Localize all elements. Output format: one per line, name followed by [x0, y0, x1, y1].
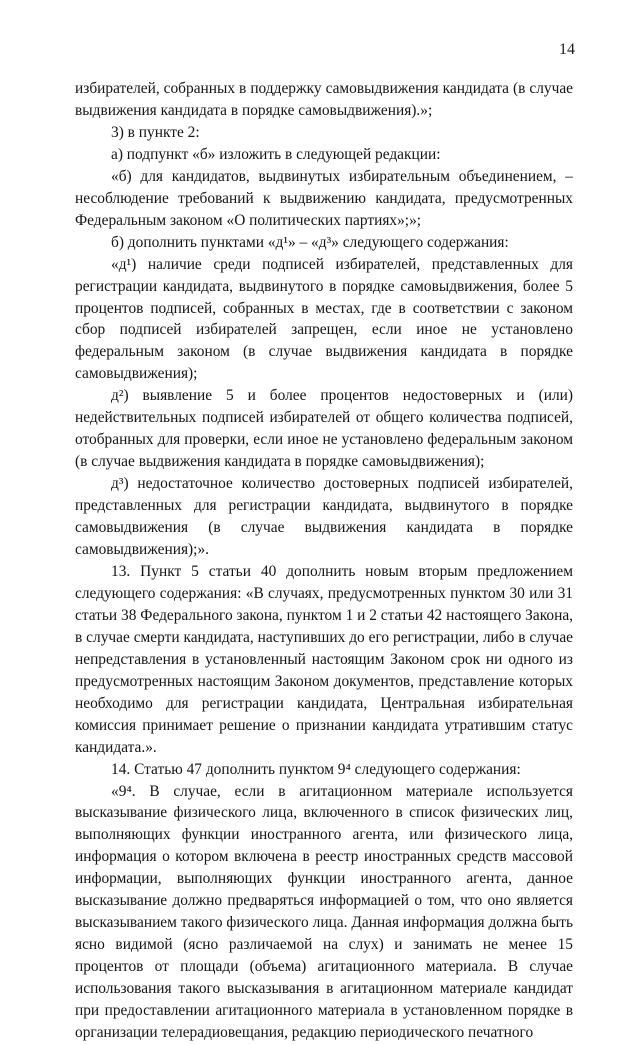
paragraph-9: 13. Пункт 5 статьи 40 дополнить новым вторым предложением следующего содержания: «В случаях, предусмотренных пунктом 30 или 31 статьи 38 Федерального закона, пунктом 1 и 2 статьи 42 настоящего Закона, в случае смерти кандидата, наступивших до его регистрации, либо в случае непредставления в установленный настоящим Законом срок ни одного из предусмотренных настоящим Законом документов, представление которых необходимо для регистрации кандидата, Центральная избирательная комиссия принимает решение о признании кандидата утратившим статус кандидата.».	[75, 562, 573, 756]
document-body	[75, 78, 573, 1044]
paragraph-6: «д¹) наличие среди подписей избирателей, представленных для регистрации кандидата, выдвинутого в порядке самовыдвижения, более 5 процентов подписей, собранных в местах, где в соответствии с законом сбор подписей избирателей запрещен, если иное не установлено федеральным законом (в случае выдвижения кандидата в порядке самовыдвижения);	[75, 255, 573, 383]
paragraph-3: а) подпункт «б» изложить в следующей редакции:	[111, 145, 441, 163]
page-number: 14	[559, 41, 575, 58]
paragraph-7: д²) выявление 5 и более процентов недостоверных и (или) недействительных подписей избирателей от общего количества подписей, отобранных для проверки, если иное не установлено федеральным законом (в случае выдвижения кандидата в порядке самовыдвижения);	[75, 387, 573, 471]
paragraph-1: избирателей, собранных в поддержку самовыдвижения кандидата (в случае выдвижения кандидата в порядке самовыдвижения).»;	[75, 80, 573, 119]
paragraph-11: «9⁴. В случае, если в агитационном материале используется высказывание физического лица, включенного в список физических лиц, выполняющих функции иностранного агента, или физического лица, информация о котором включена в реестр иностранных средств массовой информации, выполняющих функции иностранного агента, данное высказывание должно предваряться информацией о том, что оно является высказыванием такого физического лица. Данная информация должна быть ясно видимой (ясно различаемой на слух) и занимать не менее 15 процентов от площади (объема) агитационного материала. В случае использования такого высказывания в агитационном материале кандидат при предоставлении агитационного материала в установленном порядке в организации телерадиовещания, редакцию периодического печатного	[75, 782, 573, 1041]
paragraph-8: д³) недостаточное количество достоверных подписей избирателей, представленных для регистрации кандидата, выдвинутого в порядке самовыдвижения (в случае выдвижения кандидата в порядке самовыдвижения);».	[75, 475, 573, 559]
paragraph-4: «б) для кандидатов, выдвинутых избирательным объединением, – несоблюдение требований к выдвижению кандидата, предусмотренных Федеральным законом «О политических партиях»;»;	[75, 167, 573, 229]
paragraph-10: 14. Статью 47 дополнить пунктом 9⁴ следующего содержания:	[111, 760, 521, 778]
paragraph-2: 3) в пункте 2:	[111, 123, 200, 141]
paragraph-5: б) дополнить пунктами «д¹» – «д³» следующего содержания:	[111, 233, 509, 251]
